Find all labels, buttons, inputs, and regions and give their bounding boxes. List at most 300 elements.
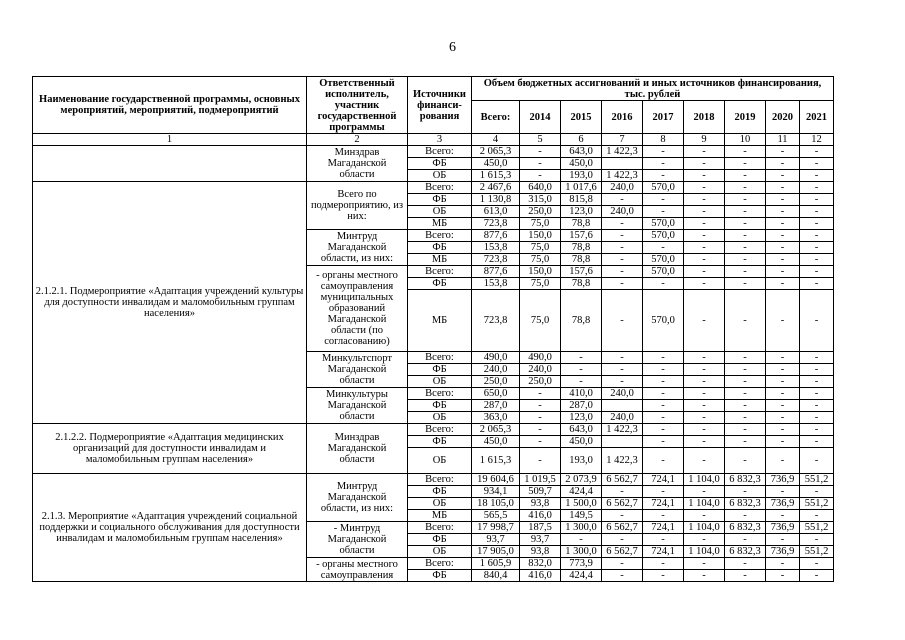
value-cell: - (684, 194, 725, 206)
value-cell: 123,0 (561, 206, 602, 218)
value-cell: - (602, 218, 643, 230)
value-cell: 150,0 (520, 266, 561, 278)
value-cell: - (684, 266, 725, 278)
value-cell: - (800, 534, 834, 546)
funding-source-cell: Всего: (408, 230, 472, 242)
program-name-cell: 2.1.3. Мероприятие «Адаптация учреждений социальной поддержки и социального обслуживания для доступности инвалидам и маломобильным группам населения» (33, 474, 307, 582)
value-cell: - (800, 254, 834, 266)
value-cell: - (643, 278, 684, 290)
header-year: 2017 (643, 101, 684, 134)
value-cell: - (643, 424, 684, 436)
value-cell: 650,0 (472, 388, 520, 400)
value-cell: 509,7 (520, 486, 561, 498)
value-cell: 1 422,3 (602, 424, 643, 436)
value-cell: - (643, 558, 684, 570)
funding-source-cell: ФБ (408, 278, 472, 290)
value-cell: - (520, 158, 561, 170)
value-cell: - (643, 510, 684, 522)
value-cell: 1 017,6 (561, 182, 602, 194)
value-cell: - (643, 448, 684, 474)
value-cell: 832,0 (520, 558, 561, 570)
value-cell: - (561, 364, 602, 376)
value-cell: - (602, 534, 643, 546)
value-cell: 490,0 (520, 352, 561, 364)
value-cell: 150,0 (520, 230, 561, 242)
value-cell: - (643, 534, 684, 546)
value-cell: - (684, 218, 725, 230)
value-cell: - (766, 570, 800, 582)
value-cell: - (643, 146, 684, 158)
column-number: 11 (766, 134, 800, 146)
value-cell: - (643, 436, 684, 448)
value-cell: - (800, 206, 834, 218)
value-cell: - (766, 448, 800, 474)
value-cell: - (643, 570, 684, 582)
value-cell: 153,8 (472, 242, 520, 254)
value-cell: - (725, 266, 766, 278)
value-cell: - (520, 146, 561, 158)
value-cell: 1 104,0 (684, 474, 725, 486)
value-cell: 877,6 (472, 230, 520, 242)
value-cell: 724,1 (643, 546, 684, 558)
value-cell: 17 998,7 (472, 522, 520, 534)
value-cell: - (800, 278, 834, 290)
value-cell: - (800, 194, 834, 206)
value-cell: 240,0 (520, 364, 561, 376)
value-cell: - (561, 352, 602, 364)
value-cell: 736,9 (766, 522, 800, 534)
value-cell: - (520, 424, 561, 436)
value-cell: - (725, 290, 766, 352)
executor-cell: Минкультуры Магаданской области (307, 388, 408, 424)
value-cell: - (725, 486, 766, 498)
value-cell: - (643, 352, 684, 364)
value-cell: - (800, 352, 834, 364)
funding-source-cell: ФБ (408, 242, 472, 254)
header-volume: Объем бюджетных ассигнований и иных источников финансирования, тыс. рублей (472, 77, 834, 101)
value-cell: 2 467,6 (472, 182, 520, 194)
value-cell: 416,0 (520, 510, 561, 522)
value-cell: - (766, 194, 800, 206)
value-cell: - (602, 242, 643, 254)
header-name: Наименование государственной программы, основных мероприятий, мероприятий, подмероприятий (33, 77, 307, 134)
value-cell: 149,5 (561, 510, 602, 522)
value-cell: - (800, 510, 834, 522)
value-cell: - (602, 364, 643, 376)
header-year: 2018 (684, 101, 725, 134)
value-cell: - (684, 254, 725, 266)
executor-cell: - органы местного самоуправления (307, 558, 408, 582)
executor-cell: Минтруд Магаданской области, из них: (307, 474, 408, 522)
column-number: 8 (643, 134, 684, 146)
value-cell: - (766, 558, 800, 570)
value-cell: 75,0 (520, 254, 561, 266)
funding-source-cell: МБ (408, 254, 472, 266)
funding-source-cell: МБ (408, 290, 472, 352)
value-cell: - (602, 510, 643, 522)
value-cell: 450,0 (561, 158, 602, 170)
value-cell: - (800, 412, 834, 424)
value-cell: 840,4 (472, 570, 520, 582)
funding-source-cell: ФБ (408, 436, 472, 448)
funding-source-cell: Всего: (408, 522, 472, 534)
value-cell: - (684, 290, 725, 352)
value-cell: 1 605,9 (472, 558, 520, 570)
table-row (33, 474, 834, 486)
value-cell: 75,0 (520, 218, 561, 230)
value-cell: - (766, 400, 800, 412)
value-cell: 551,2 (800, 546, 834, 558)
value-cell: - (766, 206, 800, 218)
value-cell: - (684, 182, 725, 194)
value-cell: - (725, 352, 766, 364)
funding-source-cell: Всего: (408, 146, 472, 158)
program-name-cell: 2.1.2.2. Подмероприятие «Адаптация медицинских организаций для доступности инвалидам и маломобильным группам населения» (33, 424, 307, 474)
funding-source-cell: ФБ (408, 486, 472, 498)
value-cell: 93,8 (520, 546, 561, 558)
value-cell: 570,0 (643, 290, 684, 352)
value-cell: - (800, 146, 834, 158)
value-cell: 19 604,6 (472, 474, 520, 486)
value-cell: 410,0 (561, 388, 602, 400)
value-cell: - (800, 486, 834, 498)
value-cell: 17 905,0 (472, 546, 520, 558)
value-cell: 815,8 (561, 194, 602, 206)
value-cell: 723,8 (472, 254, 520, 266)
value-cell: 250,0 (520, 206, 561, 218)
value-cell: - (684, 376, 725, 388)
value-cell: - (602, 352, 643, 364)
value-cell: - (684, 534, 725, 546)
executor-cell: - органы местного самоуправления муниципальных образований Магаданской области (по согласованию) (307, 266, 408, 352)
value-cell: 570,0 (643, 266, 684, 278)
funding-source-cell: Всего: (408, 182, 472, 194)
funding-source-cell: ОБ (408, 206, 472, 218)
column-number: 4 (472, 134, 520, 146)
value-cell: 250,0 (520, 376, 561, 388)
value-cell: 6 832,3 (725, 474, 766, 486)
value-cell: - (766, 486, 800, 498)
value-cell: 424,4 (561, 570, 602, 582)
value-cell: - (684, 510, 725, 522)
value-cell: 78,8 (561, 242, 602, 254)
value-cell: - (561, 534, 602, 546)
value-cell: 240,0 (602, 206, 643, 218)
budget-table (32, 76, 834, 582)
value-cell: - (684, 230, 725, 242)
value-cell: 78,8 (561, 218, 602, 230)
value-cell: - (766, 254, 800, 266)
value-cell: 551,2 (800, 522, 834, 534)
column-number: 5 (520, 134, 561, 146)
funding-source-cell: ОБ (408, 498, 472, 510)
value-cell: - (643, 194, 684, 206)
value-cell: 736,9 (766, 498, 800, 510)
column-number: 9 (684, 134, 725, 146)
value-cell (602, 158, 643, 170)
value-cell: 2 065,3 (472, 146, 520, 158)
value-cell: 1 019,5 (520, 474, 561, 486)
value-cell: 1 500,0 (561, 498, 602, 510)
program-name-cell (33, 146, 307, 182)
value-cell: - (561, 376, 602, 388)
value-cell: - (766, 242, 800, 254)
value-cell: 1 104,0 (684, 522, 725, 534)
funding-source-cell: Всего: (408, 474, 472, 486)
header-year: 2014 (520, 101, 561, 134)
value-cell: 240,0 (602, 182, 643, 194)
value-cell: - (800, 242, 834, 254)
value-cell: - (800, 424, 834, 436)
value-cell: 153,8 (472, 278, 520, 290)
value-cell: 75,0 (520, 242, 561, 254)
value-cell: - (643, 376, 684, 388)
header-year: Всего: (472, 101, 520, 134)
executor-cell: Минкультспорт Магаданской области (307, 352, 408, 388)
value-cell: - (643, 170, 684, 182)
value-cell: 1 104,0 (684, 546, 725, 558)
value-cell: 315,0 (520, 194, 561, 206)
value-cell: 643,0 (561, 424, 602, 436)
header-executor: Ответственный исполнитель, участник государственной программы (307, 77, 408, 134)
value-cell: 570,0 (643, 254, 684, 266)
value-cell: - (725, 254, 766, 266)
header-year: 2015 (561, 101, 602, 134)
value-cell: - (725, 448, 766, 474)
value-cell: - (800, 448, 834, 474)
value-cell: - (643, 400, 684, 412)
executor-cell: - Минтруд Магаданской области (307, 522, 408, 558)
value-cell: - (800, 182, 834, 194)
funding-source-cell: Всего: (408, 424, 472, 436)
value-cell: - (725, 170, 766, 182)
value-cell: - (643, 206, 684, 218)
value-cell: - (602, 376, 643, 388)
value-cell: - (725, 182, 766, 194)
funding-source-cell: ФБ (408, 570, 472, 582)
value-cell: - (800, 570, 834, 582)
funding-source-cell: Всего: (408, 388, 472, 400)
funding-source-cell: ОБ (408, 170, 472, 182)
value-cell: - (684, 352, 725, 364)
value-cell: - (725, 412, 766, 424)
value-cell: - (643, 388, 684, 400)
value-cell: 1 422,3 (602, 146, 643, 158)
funding-source-cell: ФБ (408, 158, 472, 170)
value-cell: - (800, 400, 834, 412)
value-cell: - (684, 424, 725, 436)
value-cell: 157,6 (561, 230, 602, 242)
value-cell: 934,1 (472, 486, 520, 498)
value-cell: 2 073,9 (561, 474, 602, 486)
value-cell: - (766, 364, 800, 376)
value-cell: 93,7 (520, 534, 561, 546)
value-cell: - (800, 170, 834, 182)
value-cell: 287,0 (472, 400, 520, 412)
value-cell: 6 832,3 (725, 498, 766, 510)
header-year: 2016 (602, 101, 643, 134)
value-cell: - (766, 182, 800, 194)
value-cell: 570,0 (643, 218, 684, 230)
value-cell: - (725, 230, 766, 242)
value-cell: 6 562,7 (602, 474, 643, 486)
table-row (33, 424, 834, 436)
header-year: 2019 (725, 101, 766, 134)
value-cell: 416,0 (520, 570, 561, 582)
value-cell: 723,8 (472, 290, 520, 352)
value-cell: - (766, 218, 800, 230)
value-cell: - (602, 230, 643, 242)
value-cell: - (684, 558, 725, 570)
value-cell (602, 400, 643, 412)
value-cell: - (766, 146, 800, 158)
value-cell: - (684, 570, 725, 582)
value-cell: - (643, 412, 684, 424)
funding-source-cell: Всего: (408, 266, 472, 278)
value-cell: 193,0 (561, 170, 602, 182)
table-row (33, 182, 834, 194)
column-number: 6 (561, 134, 602, 146)
value-cell: 736,9 (766, 474, 800, 486)
value-cell: 724,1 (643, 498, 684, 510)
value-cell: 1 422,3 (602, 448, 643, 474)
value-cell: 551,2 (800, 474, 834, 486)
value-cell: - (725, 194, 766, 206)
value-cell: - (725, 278, 766, 290)
value-cell: - (766, 436, 800, 448)
header-year: 2021 (800, 101, 834, 134)
value-cell: - (766, 266, 800, 278)
value-cell: - (602, 278, 643, 290)
value-cell: 1 615,3 (472, 448, 520, 474)
value-cell: - (602, 570, 643, 582)
column-number: 2 (307, 134, 408, 146)
value-cell: - (725, 570, 766, 582)
value-cell: - (520, 436, 561, 448)
value-cell: 78,8 (561, 278, 602, 290)
value-cell: - (725, 218, 766, 230)
value-cell: - (800, 158, 834, 170)
funding-source-cell: Всего: (408, 352, 472, 364)
value-cell: - (766, 388, 800, 400)
value-cell (602, 436, 643, 448)
value-cell: - (766, 534, 800, 546)
value-cell: - (520, 400, 561, 412)
value-cell: - (725, 242, 766, 254)
value-cell: 724,1 (643, 522, 684, 534)
header-source: Источники финанси-рования (408, 77, 472, 134)
value-cell: - (684, 278, 725, 290)
value-cell: 643,0 (561, 146, 602, 158)
value-cell: - (520, 412, 561, 424)
value-cell: - (725, 364, 766, 376)
value-cell: - (643, 158, 684, 170)
value-cell: - (684, 448, 725, 474)
table-row (33, 146, 834, 158)
value-cell: 363,0 (472, 412, 520, 424)
value-cell: 1 422,3 (602, 170, 643, 182)
value-cell: 6 562,7 (602, 522, 643, 534)
value-cell: - (520, 388, 561, 400)
value-cell: 240,0 (602, 388, 643, 400)
value-cell: 1 300,0 (561, 522, 602, 534)
executor-cell: Минздрав Магаданской области (307, 424, 408, 474)
value-cell: 240,0 (602, 412, 643, 424)
value-cell: 450,0 (561, 436, 602, 448)
value-cell: - (643, 242, 684, 254)
value-cell: - (684, 242, 725, 254)
value-cell: 157,6 (561, 266, 602, 278)
value-cell: - (800, 218, 834, 230)
value-cell: - (684, 400, 725, 412)
value-cell: 551,2 (800, 498, 834, 510)
column-number: 7 (602, 134, 643, 146)
value-cell: - (602, 266, 643, 278)
funding-source-cell: МБ (408, 218, 472, 230)
value-cell: - (800, 558, 834, 570)
value-cell: 123,0 (561, 412, 602, 424)
funding-source-cell: Всего: (408, 558, 472, 570)
column-number: 1 (33, 134, 307, 146)
value-cell: 78,8 (561, 290, 602, 352)
value-cell: - (766, 352, 800, 364)
value-cell: - (643, 486, 684, 498)
column-number: 12 (800, 134, 834, 146)
value-cell: 1 615,3 (472, 170, 520, 182)
value-cell: - (766, 376, 800, 388)
value-cell: - (800, 230, 834, 242)
value-cell: - (520, 170, 561, 182)
value-cell: - (766, 158, 800, 170)
value-cell: 18 105,0 (472, 498, 520, 510)
value-cell: - (766, 230, 800, 242)
value-cell: 287,0 (561, 400, 602, 412)
value-cell: - (684, 412, 725, 424)
value-cell: - (725, 146, 766, 158)
funding-source-cell: ФБ (408, 364, 472, 376)
value-cell: 75,0 (520, 290, 561, 352)
executor-cell: Минздрав Магаданской области (307, 146, 408, 182)
value-cell: - (684, 146, 725, 158)
value-cell: - (602, 558, 643, 570)
value-cell: - (800, 436, 834, 448)
value-cell: - (725, 388, 766, 400)
value-cell: - (800, 376, 834, 388)
executor-cell: Всего по подмероприятию, из них: (307, 182, 408, 230)
value-cell: 724,1 (643, 474, 684, 486)
value-cell: - (520, 448, 561, 474)
value-cell: - (643, 364, 684, 376)
funding-source-cell: ОБ (408, 412, 472, 424)
value-cell: - (800, 364, 834, 376)
value-cell: 1 300,0 (561, 546, 602, 558)
value-cell: - (684, 364, 725, 376)
funding-source-cell: ФБ (408, 194, 472, 206)
value-cell: 187,5 (520, 522, 561, 534)
value-cell: 78,8 (561, 254, 602, 266)
value-cell: 75,0 (520, 278, 561, 290)
value-cell: 6 562,7 (602, 498, 643, 510)
funding-source-cell: ОБ (408, 376, 472, 388)
value-cell: 6 832,3 (725, 546, 766, 558)
value-cell: - (684, 388, 725, 400)
header-year: 2020 (766, 101, 800, 134)
value-cell: 490,0 (472, 352, 520, 364)
value-cell: - (725, 534, 766, 546)
page-number: 6 (449, 40, 456, 55)
value-cell: - (725, 424, 766, 436)
value-cell: 250,0 (472, 376, 520, 388)
